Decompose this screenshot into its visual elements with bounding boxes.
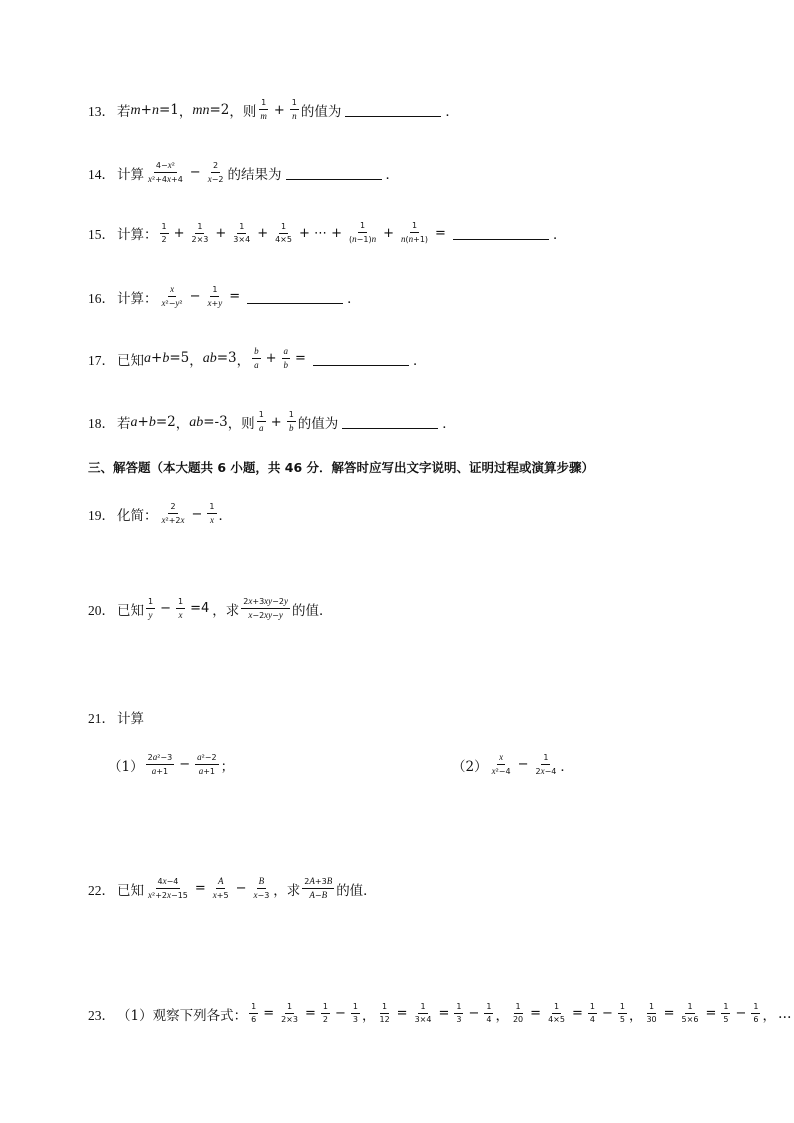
fraction: $\frac{1}{4}$ — [486, 1002, 492, 1024]
fraction: $\frac{1}{6}$ — [251, 1002, 257, 1024]
question-text: 的值． — [336, 882, 377, 899]
question-text: 的结果为 — [227, 166, 282, 183]
question-text: 的值为 — [297, 416, 339, 432]
question-number: 14． — [88, 166, 115, 182]
comma: ， — [628, 1007, 643, 1024]
fraction: $\frac{\text{4−x²}}{\text{x²+4x+4}}$ — [148, 160, 183, 184]
question-15: 15． 计算： $\frac{1}{2}$ + $\frac{1}{2\times 3}$ + $\frac{1}{3\times 4}$ + $\frac{1}{4\times 5}$ + ⋯ + $\frac{1}{(n-1)n}$ + $\frac{1}{n(n+1)}$ = ． — [88, 221, 567, 244]
fraction: $\frac{1}{3\times 4}$ — [233, 221, 251, 244]
math-expr: ab=3 — [202, 350, 237, 366]
answer-blank[interactable] — [342, 415, 438, 429]
fraction: $\frac{1}{3}$ — [456, 1002, 462, 1024]
question-21-part-1: （1） $\frac{\text{2a²−3}}{a+1}$ − $\frac{\text{a²−2}}{a+1}$ ； — [108, 752, 235, 776]
question-number: 23． — [88, 1007, 115, 1023]
semicolon: ； — [220, 758, 235, 775]
question-text: 计算 — [117, 166, 144, 183]
question-number: 22． — [88, 882, 115, 898]
fraction: $\frac{1}{n}$ — [291, 98, 297, 121]
math-expr: ab=-3 — [189, 413, 228, 430]
period: ． — [442, 416, 456, 432]
period: ． — [552, 227, 567, 243]
fraction: $\frac{1}{5}$ — [723, 1002, 729, 1024]
question-text: 化简： — [117, 508, 158, 524]
fraction: $\frac{1}{4\times 5}$ — [275, 221, 292, 244]
fraction: $\frac{1}{3\times 4}$ — [414, 1002, 432, 1024]
question-21 — [88, 707, 144, 727]
fraction: $\frac{1}{30}$ — [646, 1002, 657, 1024]
answer-blank[interactable] — [313, 352, 409, 366]
fraction: $\frac{b}{a}$ — [254, 346, 259, 370]
question-14: 14． 计算 $\frac{\text{4−x²}}{\text{x²+4x+4}}$ − $\frac{2}{x-2}$ 的结果为 ． — [88, 160, 399, 184]
answer-blank[interactable] — [247, 290, 343, 304]
question-text: ，求 — [212, 602, 240, 619]
question-text: 的值． — [291, 602, 333, 619]
comma: ， — [361, 1007, 376, 1024]
question-19: 19． 化简： $\frac{2}{\text{x²+2x}}$ − $\frac{1}{x}$ ． — [88, 502, 232, 525]
fraction: $\frac{a}{b}$ — [283, 346, 289, 370]
fraction: $\frac{1}{x}$ — [178, 596, 184, 620]
fraction: $\frac{2A+3B}{A-B}$ — [304, 876, 333, 900]
fraction: $\frac{x}{\text{x²−y²}}$ — [161, 284, 183, 308]
question-text: ， — [178, 104, 193, 120]
fraction: $\frac{1}{2}$ — [322, 1002, 328, 1024]
question-22: 22． 已知 $\frac{4x-4}{\text{x²+2x−15}}$ = $\frac{A}{x+5}$ − $\frac{B}{x-3}$ ，求 $\frac{2A+3B}{A-B}$ 的值． — [88, 876, 377, 900]
fraction: $\frac{1}{x}$ — [209, 502, 215, 525]
fraction: $\frac{1}{2\times 3}$ — [281, 1002, 298, 1024]
fraction: $\frac{2}{x-2}$ — [207, 160, 224, 184]
question-text: 已知 — [117, 602, 144, 619]
period: ． — [218, 508, 232, 524]
question-18: 18． 若 a+b=2 ， ab=-3 ，则 $\frac{1}{a}$ + $\frac{1}{b}$ 的值为 ． — [88, 410, 456, 433]
fraction: $\frac{1}{3}$ — [352, 1002, 358, 1024]
answer-blank[interactable] — [286, 166, 382, 180]
part-label: （1） — [108, 758, 144, 775]
math-expr: a+b=2 — [130, 413, 176, 430]
ellipsis: … — [777, 1005, 792, 1022]
fraction: $\frac{1}{4}$ — [589, 1002, 595, 1024]
fraction: $\frac{1}{2\times 3}$ — [191, 221, 209, 244]
question-23: 23． （1）观察下列各式： $\frac{1}{6}$ = $\frac{1}{2\times 3}$ = $\frac{1}{2}$ − $\frac{1}{3}$ ， $\frac{1}{12}$ = $\frac{1}{3\times 4}$ = $\frac{1}{3}$ − $\frac{1}{4}$ ， $\frac{1}{20}$ = $\frac{1}{4\times 5}$ = $\frac{1}{4}$ − $\frac{1}{5}$ ， $\frac{1}{30}$ = $\frac{1}{5\times 6}$ = $\frac{1}{5}$ − $\frac{1}{6}$ ， … — [88, 1002, 792, 1024]
question-text: 的值为 — [300, 104, 342, 120]
question-number: 18． — [88, 416, 115, 431]
fraction: $\frac{1}{6}$ — [753, 1002, 759, 1024]
fraction: $\frac{1}{2}$ — [161, 221, 167, 244]
fraction: $\frac{1}{20}$ — [512, 1002, 524, 1024]
fraction: $\frac{x}{\text{x²−4}}$ — [491, 752, 511, 776]
fraction: $\frac{1}{n(n+1)}$ — [401, 221, 429, 244]
question-text: ， — [189, 352, 203, 369]
question-number: 13． — [88, 104, 115, 119]
fraction: $\frac{2}{\text{x²+2x}}$ — [161, 502, 185, 525]
fraction: $\frac{1}{4\times 5}$ — [548, 1002, 565, 1024]
question-number: 20． — [88, 602, 115, 618]
fraction: $\frac{2x+3xy-2y}{x-2xy-y}$ — [243, 596, 288, 620]
fraction: $\frac{1}{a}$ — [258, 410, 264, 433]
fraction: $\frac{1}{y}$ — [148, 596, 154, 620]
fraction: $\frac{\text{2a²−3}}{a+1}$ — [147, 752, 173, 776]
question-text: 若 — [117, 416, 131, 432]
question-text: ， — [236, 352, 251, 369]
fraction: $\frac{1}{2x-4}$ — [535, 752, 557, 776]
answer-blank[interactable] — [345, 103, 441, 117]
fraction: $\frac{4x-4}{\text{x²+2x−15}}$ — [148, 876, 188, 900]
fraction: $\frac{1}{(n-1)n}$ — [349, 221, 377, 244]
answer-blank[interactable] — [453, 226, 549, 240]
question-21-part-2: （2） $\frac{x}{\text{x²−4}}$ − $\frac{1}{2x-4}$ ． — [452, 752, 574, 776]
fraction: $\frac{\text{a²−2}}{a+1}$ — [197, 752, 217, 776]
question-text: ，则 — [227, 416, 255, 432]
question-text: 若 — [117, 104, 131, 120]
period: ． — [412, 352, 427, 369]
question-number: 15． — [88, 227, 115, 242]
question-text: ， — [175, 416, 190, 432]
fraction: $\frac{1}{5}$ — [619, 1002, 625, 1024]
part-label: （2） — [452, 758, 488, 775]
question-text: 计算： — [117, 290, 158, 307]
question-text: ，求 — [273, 882, 301, 899]
fraction: $\frac{1}{x+y}$ — [207, 284, 223, 308]
fraction: $\frac{1}{5\times 6}$ — [681, 1002, 699, 1024]
fraction: $\frac{1}{b}$ — [288, 410, 294, 433]
math-expr: m+n=1 — [130, 101, 179, 118]
fraction: $\frac{B}{x-3}$ — [253, 876, 270, 900]
fraction: $\frac{1}{12}$ — [379, 1002, 390, 1024]
comma: ， — [495, 1007, 509, 1024]
question-text: ，则 — [229, 104, 257, 120]
period: ． — [445, 104, 459, 120]
section-heading: 三、解答题（本大题共 6 小题，共 46 分．解答时应写出文字说明、证明过程或演算步骤） — [88, 460, 595, 475]
period: ． — [385, 166, 399, 183]
math-expr: mn=2 — [192, 101, 230, 118]
question-text: 已知 — [117, 882, 144, 899]
question-number: 16． — [88, 290, 115, 306]
question-number: 17． — [88, 352, 115, 368]
math-expr: a+b=5 — [144, 350, 190, 366]
question-text: 已知 — [117, 352, 144, 369]
question-20: 20． 已知 $\frac{1}{y}$ − $\frac{1}{x}$ =4 ，求 $\frac{2x+3xy-2y}{x-2xy-y}$ 的值． — [88, 596, 333, 620]
question-17: 17． 已知 a+b=5 ， ab=3 ， $\frac{b}{a}$ + $\frac{a}{b}$ = ． — [88, 346, 427, 370]
fraction: $\frac{1}{m}$ — [260, 98, 267, 121]
question-text: 计算 — [117, 711, 144, 727]
comma: ， — [762, 1007, 776, 1024]
question-text: 计算： — [117, 227, 158, 243]
question-13: 13． 若 m+n=1 ， mn=2 ，则 $\frac{1}{m}$ + $\frac{1}{n}$ 的值为 ． — [88, 98, 459, 121]
question-text: （1）观察下列各式： — [117, 1007, 248, 1024]
period: ． — [560, 758, 574, 775]
question-16: 16． 计算： $\frac{x}{\text{x²−y²}}$ − $\frac{1}{x+y}$ = ． — [88, 284, 361, 308]
period: ． — [347, 290, 361, 307]
fraction: $\frac{A}{x+5}$ — [212, 876, 229, 900]
question-number: 21． — [88, 711, 115, 726]
question-number: 19． — [88, 508, 115, 523]
